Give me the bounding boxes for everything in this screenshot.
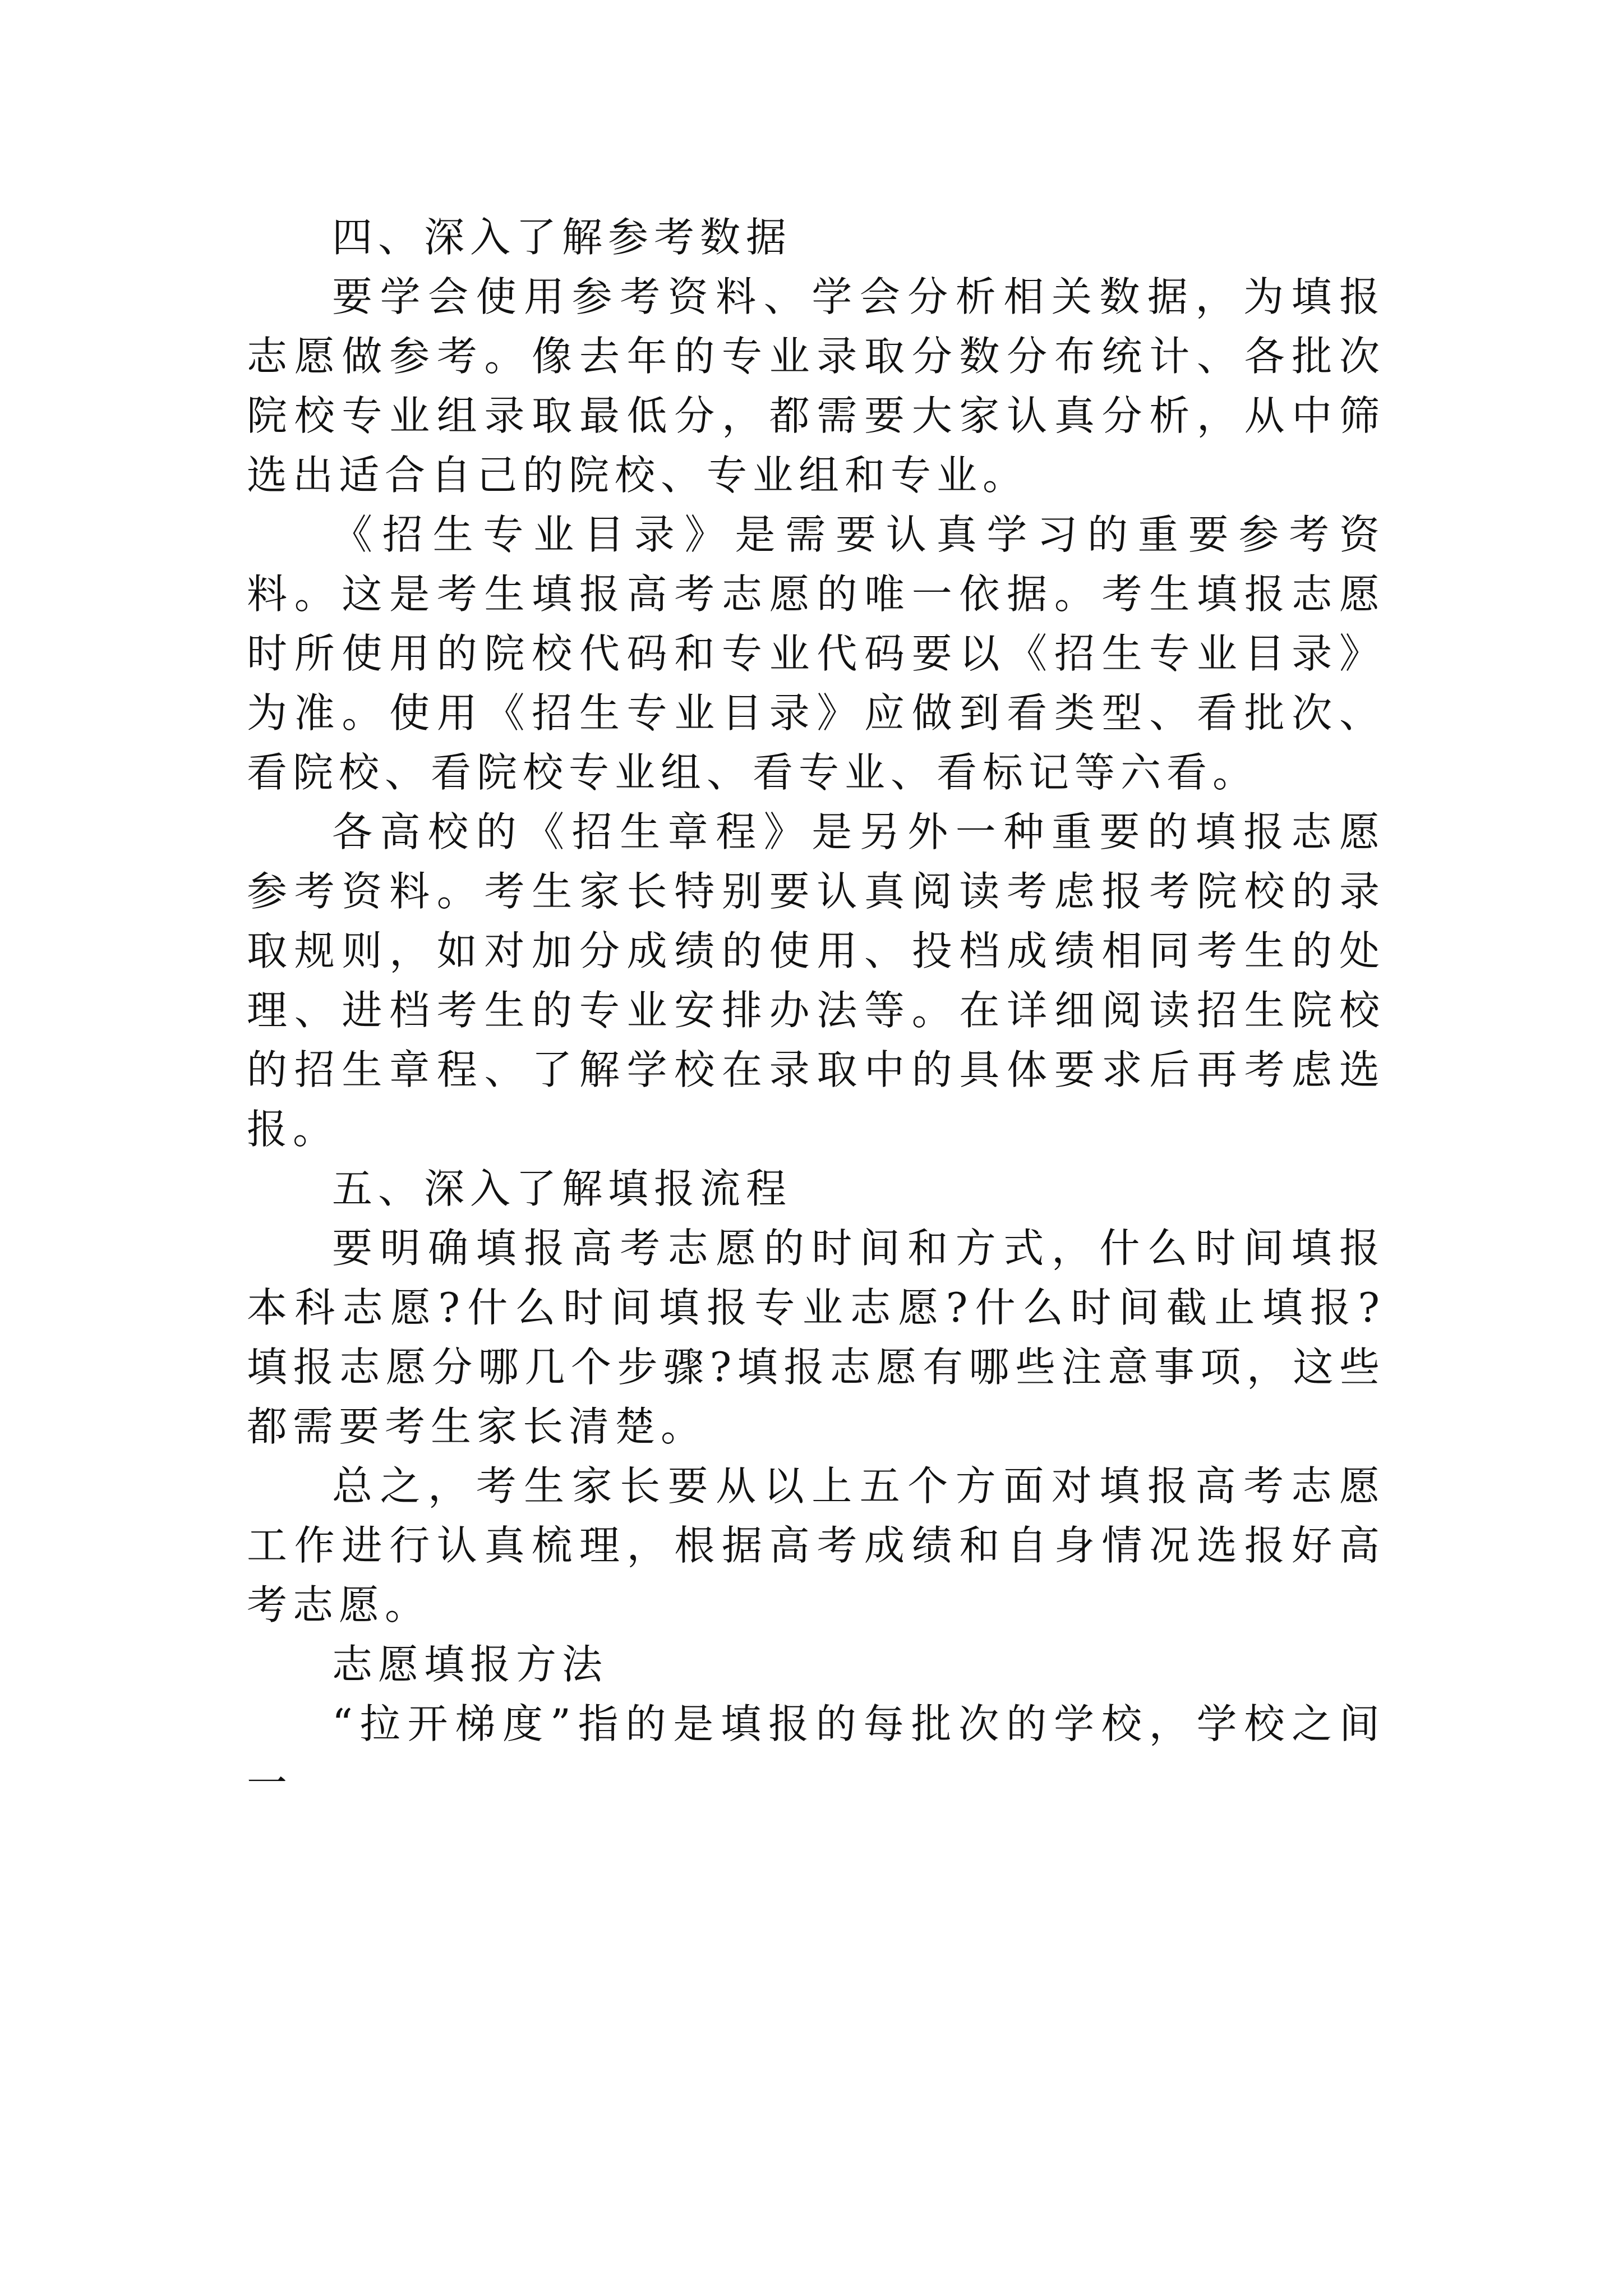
paragraph-reference-data: 要学会使用参考资料、学会分析相关数据，为填报志愿做参考。像去年的专业录取分数分布统计、各批次院校专业组录取最低分，都需要大家认真分析，从中筛选出适合自己的院校、专业组和专业。 <box>247 273 1385 499</box>
paragraph-enrollment-charter: 各高校的《招生章程》是另外一种重要的填报志愿参考资料。考生家长特别要认真阅读考虑报考院校的录取规则，如对加分成绩的使用、投档成绩相同考生的处理、进档考生的专业安排办法等。在详细阅读招生院校的招生章程、了解学校在录取中的具体要求后再考虑选报。 <box>247 808 1385 1153</box>
section-heading-5: 五、深入了解填报流程 <box>332 1165 792 1212</box>
paragraph-gradient: “拉开梯度”指的是填报的每批次的学校，学校之间一 <box>247 1700 1385 1807</box>
paragraph-filing-process: 要明确填报高考志愿的时间和方式，什么时间填报本科志愿?什么时间填报专业志愿?什么时间截止填报?填报志愿分哪几个步骤?填报志愿有哪些注意事项，这些都需要考生家长清楚。 <box>247 1225 1385 1450</box>
section-heading-methods: 志愿填报方法 <box>332 1641 608 1688</box>
paragraph-enrollment-catalog: 《招生专业目录》是需要认真学习的重要参考资料。这是考生填报高考志愿的唯一依据。考生填报志愿时所使用的院校代码和专业代码要以《招生专业目录》为准。使用《招生专业目录》应做到看类型、看批次、看院校、看院校专业组、看专业、看标记等六看。 <box>247 511 1385 796</box>
section-heading-4: 四、深入了解参考数据 <box>332 214 792 261</box>
document-body <box>247 208 1385 1813</box>
paragraph-summary: 总之，考生家长要从以上五个方面对填报高考志愿工作进行认真梳理，根据高考成绩和自身情况选报好高考志愿。 <box>247 1462 1385 1628</box>
